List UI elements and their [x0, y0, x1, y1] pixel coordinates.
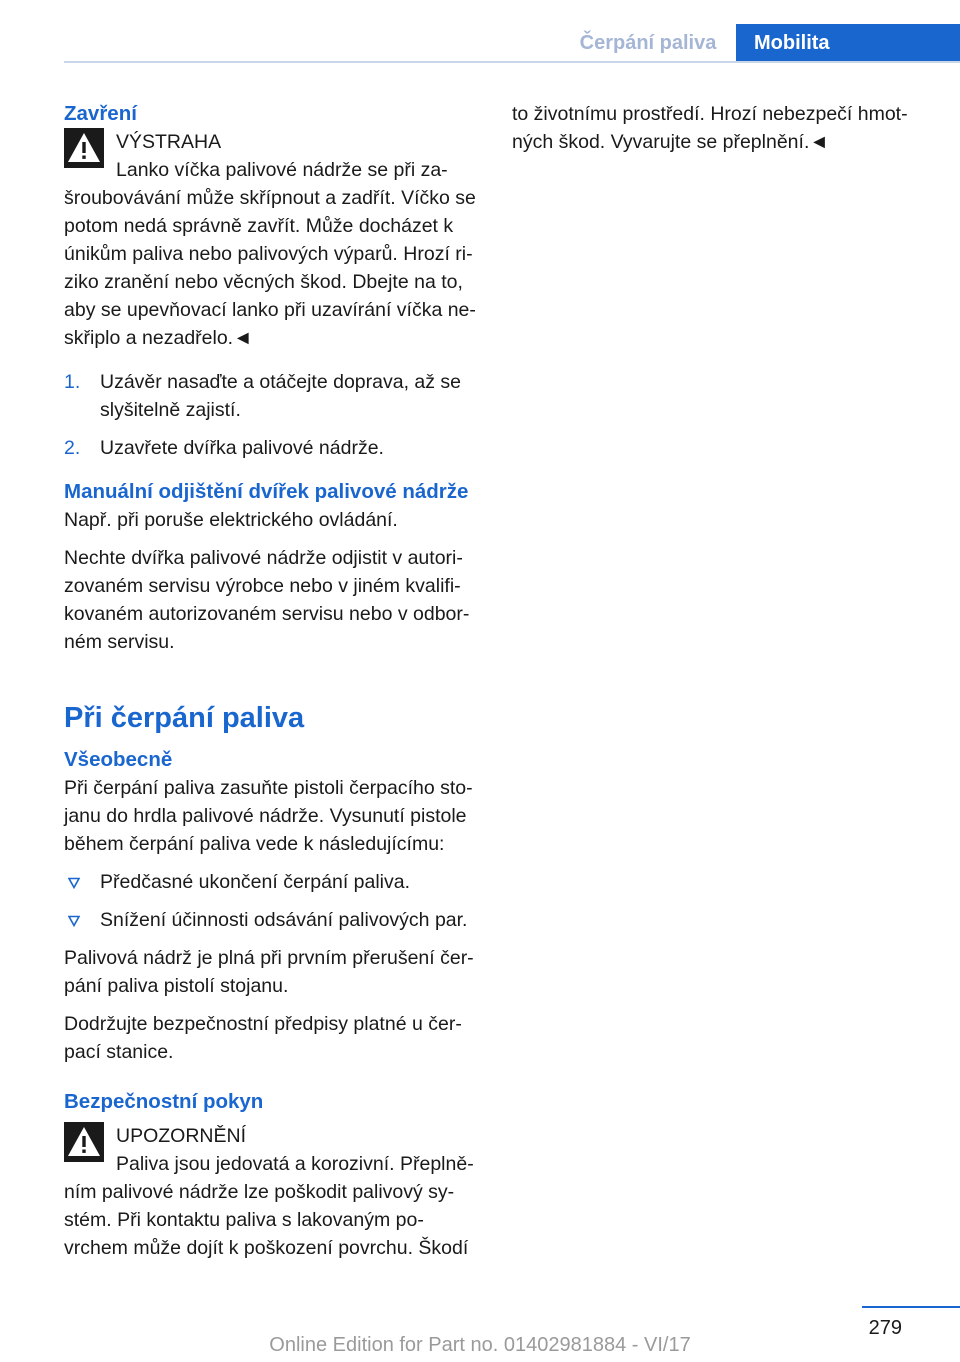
right-column	[512, 100, 924, 166]
bullet-list	[64, 868, 476, 934]
list-item	[64, 906, 476, 934]
warning-text-line: Lanko víčka palivové nádrže se při za-	[116, 159, 448, 181]
bullet-text: Předčasné ukončení čerpání paliva.	[100, 871, 411, 893]
edition-watermark: Online Edition for Part no. 01402981884 - VI/17	[269, 1334, 691, 1356]
warning-text-line: stém. Při kontaktu paliva s lakovaným po-	[64, 1209, 424, 1231]
warning-text-line: ním palivové nádrže lze poškodit palivový sy-	[64, 1181, 455, 1203]
heading-manual-unlock: Manuální odjištění dvířek palivové nádrže	[64, 480, 469, 503]
warning-block-2	[64, 1122, 476, 1262]
paragraph: Dodržujte bezpečnostní předpisy platné u čer- pací stanice.	[64, 1013, 462, 1063]
list-item	[64, 434, 476, 462]
paragraph: Např. při poruše elektrického ovládání.	[64, 509, 398, 531]
heading-safety-note: Bezpečnostní pokyn	[64, 1090, 264, 1113]
warning-title: UPOZORNĚNÍ	[116, 1125, 247, 1147]
list-item	[64, 868, 476, 896]
header-rule	[64, 61, 960, 63]
warning-text-line: únikům paliva nebo palivových výparů. Hrozí ri-	[64, 243, 473, 265]
warning-text-line: skřiplo a nezadřelo.◄	[64, 327, 253, 349]
bullet-triangle-icon	[68, 915, 80, 927]
step-text: Uzávěr nasaďte a otáčejte doprava, až se slyšitelně zajistí.	[100, 371, 462, 421]
warning-title: VÝSTRAHA	[116, 131, 222, 153]
warning-text-line: vrchem může dojít k poškození povrchu. Škodí	[64, 1237, 469, 1259]
page-number: 279	[868, 1317, 902, 1339]
heading-general: Všeobecně	[64, 748, 173, 771]
step-number: 2.	[64, 437, 81, 459]
warning-text-line: šroubovávání může skřípnout a zadřít. Víčko se	[64, 187, 476, 209]
warning-text-line: ziko zranění nebo věcných škod. Dbejte na to,	[64, 271, 463, 293]
warning-text-line: Paliva jsou jedovatá a korozivní. Přeplně-	[116, 1153, 474, 1175]
header-chapter-tab: Mobilita	[736, 24, 960, 62]
warning-triangle-icon	[64, 128, 104, 168]
section-title-refueling: Při čerpání paliva	[64, 702, 305, 734]
list-item	[64, 368, 476, 424]
warning-text-line: potom nedá správně zavřít. Může docházet k	[64, 215, 454, 237]
warning-text-line: aby se upevňovací lanko při uzavírání víčka ne-	[64, 299, 476, 321]
bullet-text: Snížení účinnosti odsávání palivových par.	[100, 909, 468, 931]
footer-rule	[862, 1306, 960, 1308]
step-number: 1.	[64, 371, 81, 393]
paragraph: to životnímu prostředí. Hrozí nebezpečí hmot- ných škod. Vyvarujte se přeplnění.◄	[512, 103, 908, 153]
bullet-triangle-icon	[68, 877, 80, 889]
left-column	[64, 100, 476, 1278]
step-text: Uzavřete dvířka palivové nádrže.	[100, 437, 384, 459]
steps-list	[64, 368, 476, 462]
paragraph: Nechte dvířka palivové nádrže odjistit v autori- zovaném servisu výrobce nebo v jiném kvalifi- kovaném autorizovaném servisu nebo v odbor- ném servisu.	[64, 547, 470, 653]
warning-triangle-icon	[64, 1122, 104, 1162]
header-section-tab: Čerpání paliva	[579, 32, 717, 54]
paragraph: Palivová nádrž je plná při prvním přerušení čer- pání paliva pistolí stojanu.	[64, 947, 474, 997]
paragraph: Při čerpání paliva zasuňte pistoli čerpacího sto- janu do hrdla palivové nádrže. Vysunutí pistole během čerpání paliva vede k následujícímu:	[64, 777, 473, 855]
warning-block-1	[64, 128, 476, 352]
heading-closing: Zavření	[64, 102, 137, 125]
